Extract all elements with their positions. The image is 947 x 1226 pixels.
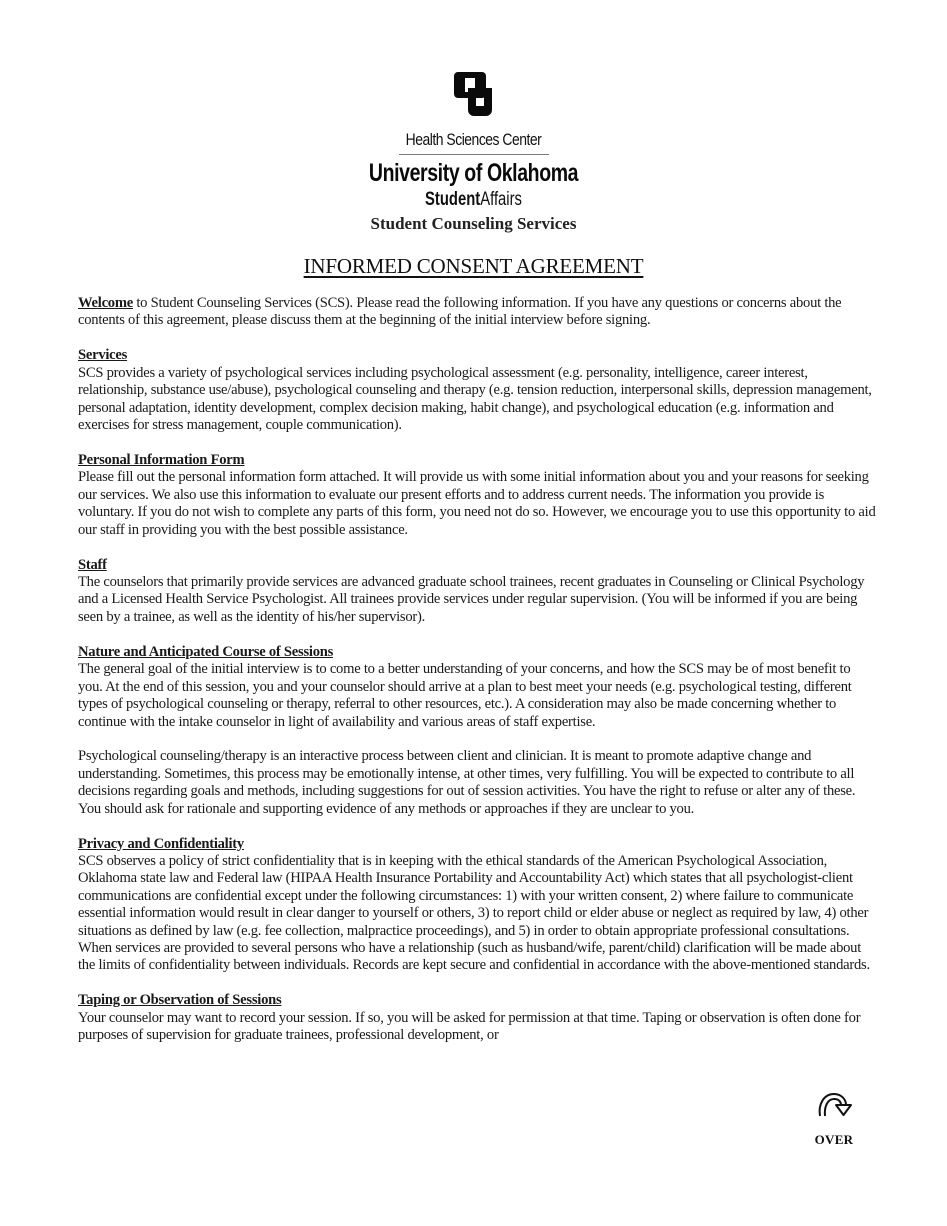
division-bold: Student (425, 189, 481, 210)
section-heading: Privacy and Confidentiality (78, 835, 244, 852)
page-turn-indicator (808, 1090, 860, 1148)
document-title: INFORMED CONSENT AGREEMENT (303, 254, 644, 278)
services-section (78, 347, 878, 434)
division-light: Affairs (480, 189, 522, 210)
service-name: Student Counseling Services (370, 214, 577, 233)
welcome-section (78, 295, 878, 330)
document-body (78, 295, 878, 1062)
section-heading: Taping or Observation of Sessions (78, 992, 282, 1009)
university-name: University of Oklahoma (368, 159, 579, 187)
section-paragraph: Your counselor may want to record your session. If so, you will be asked for permission at that time. Taping or observation is often done for purposes of supervision for graduate trainees, professional development, or (78, 1009, 861, 1044)
welcome-text: to Student Counseling Services (SCS). Please read the following information. If you have any questions or concerns about the contents of this agreement, please discuss them at the beginning of the initial interview before signing. (78, 295, 842, 329)
taping-observation-section (78, 992, 878, 1044)
division-name (104, 189, 843, 211)
section-paragraph: SCS provides a variety of psychological services including psychological assessment (e.g. personality, intelligence, career interest, relationship, substance use/abuse), psychological counseling and therapy (e.g. tension reduction, interpersonal skills, depression management, personal adaptation, identity development, complex decision making, habit change), and psychological education (e.g. information and exercises for stress management, couple communication). (78, 364, 872, 434)
section-heading: Personal Information Form (78, 452, 245, 469)
nature-of-sessions-section (78, 644, 878, 818)
department-name: Health Sciences Center (405, 130, 542, 149)
section-paragraph: SCS observes a policy of strict confidentiality that is in keeping with the ethical standards of the American Psychological Association, Oklahoma state law and Federal law (HIPAA Health Insurance Portability and Accountability Act) which states that all psychologist-client communications are confidential except under the following circumstances: 1) with your written consent, 2) where failure to communicate essential information would result in clear danger to yourself or others, 3) to report child or elder abuse or neglect as required by law, 4) other situations as defined by law (e.g. fee collection, malpractice proceedings), and 5) in order to obtain appropriate professional consultations. When services are provided to several persons who have a relationship (such as husband/wife, parent/child) clarification will be made about the limits of confidentiality between individuals. Records are kept secure and confidential in accordance with the above-mentioned standards. (78, 852, 870, 974)
welcome-paragraph (78, 295, 878, 330)
over-label: OVER (814, 1132, 854, 1147)
privacy-confidentiality-section (78, 836, 878, 975)
personal-information-form-section (78, 452, 878, 539)
section-paragraph: The general goal of the initial interview is to come to a better understanding of your concerns, and how the SCS may be of most benefit to you. At the end of this session, you and your counselor should arrive at a plan to best meet your needs (e.g. psychological testing, different types of psychological counseling or therapy, referral to other resources, etc.). A consideration may also be made concerning whether to continue with the intake counselor in light of availability and various areas of staff expertise. (78, 661, 852, 730)
staff-section (78, 557, 878, 627)
curved-arrow-over-icon (814, 1090, 854, 1118)
section-paragraph: Psychological counseling/therapy is an interactive process between client and clinician. It is meant to promote adaptive change and understanding. Sometimes, this process may be emotionally intense, at other times, very fulfilling. You will be expected to contribute to all decisions regarding goals and methods, including suggestions for out of session activities. You have the right to refuse or alter any of these. You should ask for rationale and supporting evidence of any methods or approaches if they are unclear to you. (78, 748, 856, 817)
section-heading: Services (78, 347, 128, 364)
section-paragraph: The counselors that primarily provide services are advanced graduate school trainees, recent graduates in Counseling or Clinical Psychology and a Licensed Health Service Psychologist. All trainees provide services under regular supervision. (You will be informed if you are being seen by a trainee, as well as the identity of his/her supervisor). (78, 574, 865, 625)
letterhead (0, 68, 947, 235)
section-paragraph: Please fill out the personal information form attached. It will provide us with some initial information about you and your reasons for seeking our services. We also use this information to evaluate our present efforts and to address current needs. The information you provide is voluntary. If you do not wish to complete any parts of this form, you need not do so. However, we encourage you to use this opportunity to aid our staff in providing you with the best possible assistance. (78, 469, 876, 538)
section-heading: Staff (78, 556, 107, 573)
section-heading: Nature and Anticipated Course of Sessions (78, 643, 334, 660)
header-divider (399, 154, 549, 155)
ou-monogram-logo-icon (454, 68, 494, 120)
welcome-heading: Welcome (78, 295, 133, 311)
